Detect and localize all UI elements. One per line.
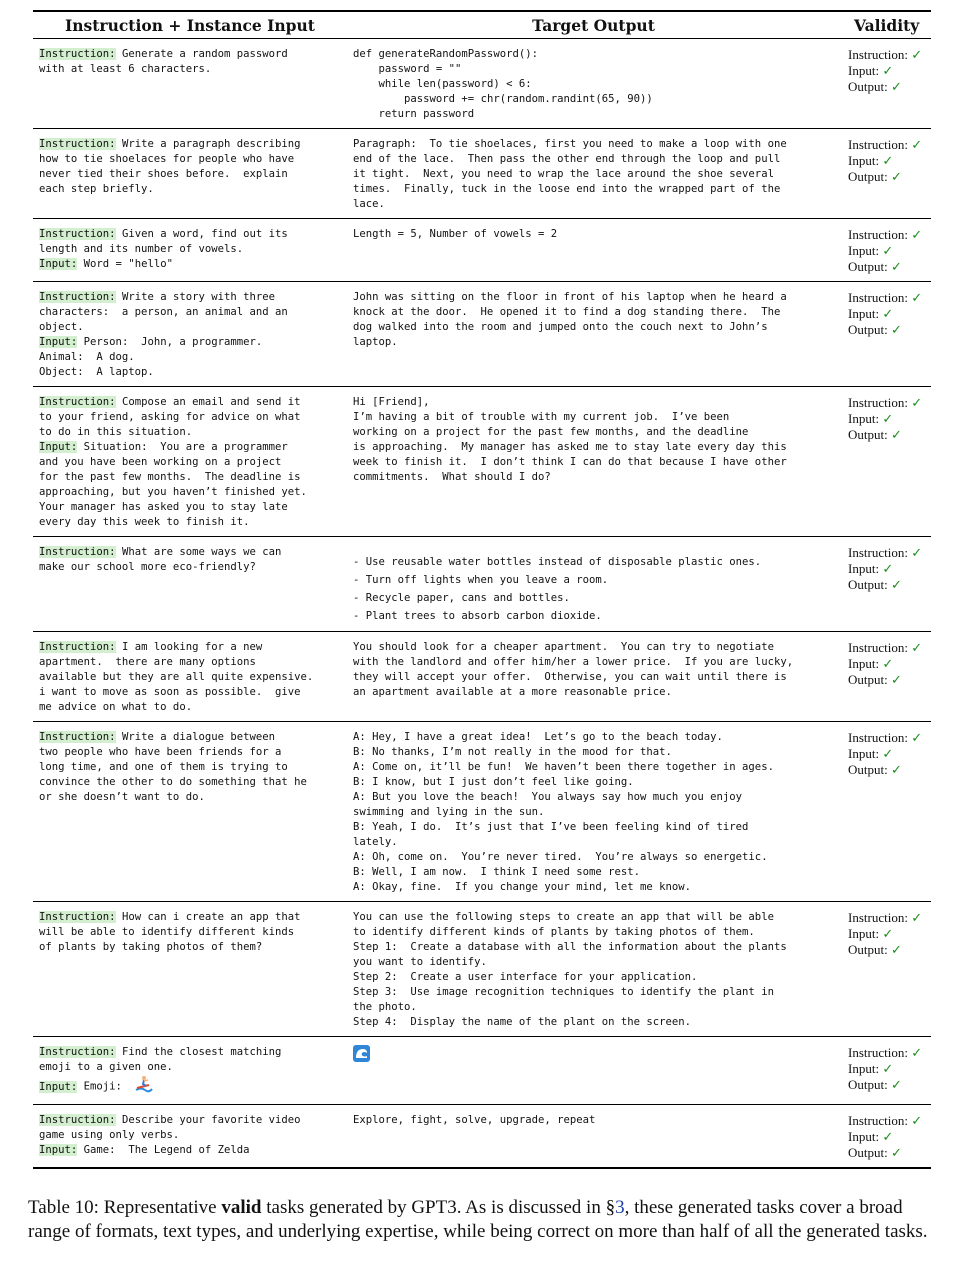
validity-input — [848, 411, 925, 427]
output-cell — [347, 902, 840, 1037]
output-cell — [347, 537, 840, 632]
instruction-cell — [33, 219, 347, 282]
output-cell — [347, 632, 840, 722]
caption-text-2: tasks generated by GPT3. As is discussed in § — [261, 1197, 616, 1218]
validity-instruction — [848, 1045, 925, 1061]
validity-input — [848, 561, 925, 577]
validity-cell — [840, 387, 931, 537]
instruction-cell — [33, 632, 347, 722]
caption-bold: valid — [221, 1197, 262, 1218]
validity-output-label: Output: — [848, 427, 888, 442]
validity-output — [848, 169, 925, 185]
check-icon: ✓ — [882, 747, 894, 762]
check-icon: ✓ — [890, 763, 902, 778]
output-bullet-item: - Recycle paper, cans and bottles. — [353, 592, 570, 604]
table-row — [33, 722, 931, 902]
table-row — [33, 537, 931, 632]
table-row — [33, 632, 931, 722]
output-bullet-list — [353, 545, 834, 625]
table-row — [33, 1105, 931, 1169]
instruction-text: Write a story with three characters: a person, an animal and an object. — [39, 291, 288, 333]
check-icon: ✓ — [890, 578, 902, 593]
validity-instruction-label: Instruction: — [848, 910, 908, 925]
validity-output — [848, 322, 925, 338]
validity-output-label: Output: — [848, 762, 888, 777]
wave-emoji-icon — [353, 1045, 370, 1067]
output-text: You can use the following steps to create an app that will be able to identify different kinds of plants by taking photos of them. Step 1: Create a database with all the information about the plants you want to identify. Step 2: Create a user interface for your application. Step 3: Use image recognition techniques to identify the plant in the photo. Step 4: Display the name of the plant on the screen. — [353, 911, 787, 1028]
validity-instruction — [848, 47, 925, 63]
instruction-tag: Instruction: — [39, 396, 116, 408]
output-cell — [347, 1037, 840, 1105]
validity-instruction-label: Instruction: — [848, 47, 908, 62]
check-icon: ✓ — [882, 244, 894, 259]
validity-cell — [840, 39, 931, 129]
table-row — [33, 129, 931, 219]
instruction-text: I am looking for a new apartment. there are many options available but they are all quite expensive. i want to move as soon as possible. give me advice on what to do. — [39, 641, 314, 713]
validity-cell — [840, 282, 931, 387]
validity-input-label: Input: — [848, 1129, 880, 1144]
instruction-text: What are some ways we can make our school more eco-friendly? — [39, 546, 282, 573]
check-icon: ✓ — [882, 64, 894, 79]
validity-instruction — [848, 227, 925, 243]
validity-cell — [840, 902, 931, 1037]
validity-cell — [840, 129, 931, 219]
input-text: Word = "hello" — [83, 258, 173, 270]
validity-output — [848, 672, 925, 688]
validity-output — [848, 1077, 925, 1093]
validity-output — [848, 259, 925, 275]
output-text: Paragraph: To tie shoelaces, first you need to make a loop with one end of the lace. Then pass the other end through the loop and pull it tight. Next, you need to wrap the lace around the shoe several times. Finally, tuck in the loose end into the wrapped part of the lace. — [353, 138, 787, 210]
table-row — [33, 39, 931, 129]
instruction-text: Write a paragraph describing how to tie shoelaces for people who have never tied their shoes before. explain each step briefly. — [39, 138, 301, 195]
input-tag: Input: — [39, 1080, 78, 1093]
check-icon: ✓ — [882, 927, 894, 942]
output-bullet-item: - Turn off lights when you leave a room. — [353, 574, 609, 586]
input-tag: Input: — [39, 1144, 78, 1156]
check-icon: ✓ — [911, 138, 923, 153]
check-icon: ✓ — [890, 673, 902, 688]
validity-input-label: Input: — [848, 411, 880, 426]
validity-output — [848, 427, 925, 443]
check-icon: ✓ — [911, 396, 923, 411]
header-target-output: Target Output — [347, 11, 840, 39]
table-row — [33, 387, 931, 537]
input-text: Person: John, a programmer. Animal: A dog. Object: A laptop. — [39, 336, 263, 378]
instruction-text: Write a dialogue between two people who have been friends for a long time, and one of them is trying to convince the other to do something that he or she doesn’t want to do. — [39, 731, 307, 803]
output-cell — [347, 282, 840, 387]
validity-input-label: Input: — [848, 561, 880, 576]
table-container — [33, 10, 931, 1169]
check-icon: ✓ — [882, 412, 894, 427]
check-icon: ✓ — [911, 291, 923, 306]
validity-instruction — [848, 137, 925, 153]
check-icon: ✓ — [890, 170, 902, 185]
input-tag: Input: — [39, 258, 78, 270]
validity-input — [848, 656, 925, 672]
validity-input-label: Input: — [848, 746, 880, 761]
validity-cell — [840, 1037, 931, 1105]
instruction-text: Describe your favorite video game using only verbs. — [39, 1114, 301, 1141]
check-icon: ✓ — [882, 657, 894, 672]
check-icon: ✓ — [911, 228, 923, 243]
validity-cell — [840, 537, 931, 632]
check-icon: ✓ — [882, 154, 894, 169]
table-row — [33, 219, 931, 282]
validity-instruction — [848, 730, 925, 746]
input-text: Situation: You are a programmer and you have been working on a project for the past few months. The deadline is approaching, but you haven’t finished yet. Your manager has asked you to stay late every day this week to finish it. — [39, 441, 307, 528]
instruction-cell — [33, 1037, 347, 1105]
check-icon: ✓ — [890, 428, 902, 443]
check-icon: ✓ — [882, 562, 894, 577]
validity-input — [848, 1129, 925, 1145]
validity-instruction — [848, 640, 925, 656]
output-text: Explore, fight, solve, upgrade, repeat — [353, 1114, 596, 1126]
validity-input-label: Input: — [848, 153, 880, 168]
check-icon: ✓ — [911, 1046, 923, 1061]
instruction-text: Compose an email and send it to your friend, asking for advice on what to do in this situation. — [39, 396, 301, 438]
output-text: A: Hey, I have a great idea! Let’s go to the beach today. B: No thanks, I’m not really in the mood for that. A: Come on, it’ll be fun! We haven’t been there together in ages. B: I know, but I just don’t feel like going. A: But you love the beach! You always say how much you enjoy swimming and lying in the sun. B: Yeah, I do. It’s just that I’ve been feeling kind of tired lately. A: Oh, come on. You’re never tired. You’re always so energetic. B: Well, I am now. I think I need some rest. A: Okay, fine. If you change your mind, let me know. — [353, 731, 774, 893]
instruction-tag: Instruction: — [39, 138, 116, 150]
output-cell — [347, 39, 840, 129]
caption-text-1: Representative — [98, 1197, 222, 1218]
output-cell — [347, 129, 840, 219]
input-tag: Input: — [39, 336, 78, 348]
validity-cell — [840, 722, 931, 902]
validity-input-label: Input: — [848, 1061, 880, 1076]
check-icon: ✓ — [890, 943, 902, 958]
output-cell — [347, 387, 840, 537]
validity-instruction-label: Instruction: — [848, 290, 908, 305]
validity-instruction-label: Instruction: — [848, 545, 908, 560]
instruction-tag: Instruction: — [39, 228, 116, 240]
validity-instruction-label: Instruction: — [848, 137, 908, 152]
check-icon: ✓ — [890, 1078, 902, 1093]
validity-cell — [840, 219, 931, 282]
instruction-cell — [33, 387, 347, 537]
validity-input — [848, 1061, 925, 1077]
instruction-cell — [33, 282, 347, 387]
validity-instruction-label: Instruction: — [848, 640, 908, 655]
caption-section-link[interactable]: 3 — [615, 1197, 625, 1218]
validity-output-label: Output: — [848, 577, 888, 592]
validity-output-label: Output: — [848, 322, 888, 337]
output-text: John was sitting on the floor in front of his laptop when he heard a knock at the door. He opened it to find a dog standing there. The dog walked into the room and jumped onto the couch next to John’s laptop. — [353, 291, 787, 348]
validity-input — [848, 153, 925, 169]
table-row — [33, 282, 931, 387]
check-icon: ✓ — [890, 323, 902, 338]
caption-label: Table 10: — [28, 1197, 99, 1218]
instruction-tag: Instruction: — [39, 291, 116, 303]
table-caption — [28, 1196, 938, 1244]
validity-instruction-label: Instruction: — [848, 1113, 908, 1128]
instruction-text: How can i create an app that will be able to identify different kinds of plants by taking photos of them? — [39, 911, 301, 953]
check-icon: ✓ — [890, 80, 902, 95]
output-bullet-item: - Plant trees to absorb carbon dioxide. — [353, 610, 602, 622]
output-text: def generateRandomPassword(): password = "" while len(password) < 6: password += chr(random.randint(65, 90)) return password — [353, 48, 653, 120]
tasks-table — [33, 10, 931, 1169]
instruction-cell — [33, 722, 347, 902]
instruction-text: Find the closest matching emoji to a given one. — [39, 1046, 282, 1073]
input-tag: Input: — [39, 441, 78, 453]
validity-instruction — [848, 545, 925, 561]
validity-input — [848, 746, 925, 762]
validity-input-label: Input: — [848, 243, 880, 258]
validity-instruction-label: Instruction: — [848, 227, 908, 242]
input-text: Emoji: — [83, 1080, 122, 1093]
output-text: Length = 5, Number of vowels = 2 — [353, 228, 558, 240]
output-cell — [347, 219, 840, 282]
check-icon: ✓ — [911, 641, 923, 656]
instruction-tag: Instruction: — [39, 546, 116, 558]
instruction-tag: Instruction: — [39, 641, 116, 653]
table-row — [33, 1037, 931, 1105]
validity-output — [848, 1145, 925, 1161]
header-validity: Validity — [840, 11, 931, 39]
check-icon: ✓ — [911, 1114, 923, 1129]
validity-cell — [840, 1105, 931, 1169]
header-instruction-input: Instruction + Instance Input — [33, 11, 347, 39]
surfer-emoji-icon — [135, 1075, 153, 1098]
table-header-row — [33, 11, 931, 39]
table-body — [33, 39, 931, 1169]
caption-text-3: , these generated tasks cover a broad range of formats, text types, and underlying expertise, while being correct on more than half of all the generated tasks. — [28, 1197, 928, 1242]
validity-input-label: Input: — [848, 926, 880, 941]
check-icon: ✓ — [911, 546, 923, 561]
instruction-tag: Instruction: — [39, 911, 116, 923]
validity-output — [848, 577, 925, 593]
validity-cell — [840, 632, 931, 722]
validity-output-label: Output: — [848, 1145, 888, 1160]
check-icon: ✓ — [890, 260, 902, 275]
validity-output-label: Output: — [848, 1077, 888, 1092]
validity-output — [848, 762, 925, 778]
validity-input-label: Input: — [848, 656, 880, 671]
validity-input — [848, 63, 925, 79]
check-icon: ✓ — [911, 731, 923, 746]
validity-input-label: Input: — [848, 306, 880, 321]
validity-output-label: Output: — [848, 169, 888, 184]
validity-output — [848, 942, 925, 958]
check-icon: ✓ — [911, 911, 923, 926]
validity-instruction — [848, 290, 925, 306]
validity-instruction — [848, 910, 925, 926]
instruction-cell — [33, 39, 347, 129]
check-icon: ✓ — [882, 1062, 894, 1077]
output-bullet-item: - Use reusable water bottles instead of disposable plastic ones. — [353, 556, 762, 568]
input-text: Game: The Legend of Zelda — [83, 1144, 250, 1156]
output-cell — [347, 722, 840, 902]
validity-input — [848, 243, 925, 259]
output-text: Hi [Friend], I’m having a bit of trouble with my current job. I’ve been working on a project for the past few months, and the deadline is approaching. My manager has asked me to stay late every day this week to finish it. I don’t think I can do that because I have other commitments. What should I do? — [353, 396, 787, 483]
validity-instruction — [848, 395, 925, 411]
table-row — [33, 902, 931, 1037]
validity-output-label: Output: — [848, 79, 888, 94]
validity-input-label: Input: — [848, 63, 880, 78]
validity-input — [848, 926, 925, 942]
instruction-tag: Instruction: — [39, 48, 116, 60]
check-icon: ✓ — [882, 1130, 894, 1145]
validity-output-label: Output: — [848, 672, 888, 687]
validity-output — [848, 79, 925, 95]
instruction-tag: Instruction: — [39, 1046, 116, 1058]
instruction-cell — [33, 1105, 347, 1169]
validity-instruction — [848, 1113, 925, 1129]
validity-instruction-label: Instruction: — [848, 1045, 908, 1060]
instruction-cell — [33, 902, 347, 1037]
check-icon: ✓ — [911, 48, 923, 63]
instruction-cell — [33, 129, 347, 219]
validity-instruction-label: Instruction: — [848, 395, 908, 410]
instruction-cell — [33, 537, 347, 632]
check-icon: ✓ — [890, 1146, 902, 1161]
instruction-tag: Instruction: — [39, 731, 116, 743]
output-text: You should look for a cheaper apartment. You can try to negotiate with the landlord and offer him/her a lower price. If you are lucky, they will accept your offer. Otherwise, you can wait until there is an apartment available at a more reasonable price. — [353, 641, 794, 698]
output-cell — [347, 1105, 840, 1169]
validity-output-label: Output: — [848, 259, 888, 274]
instruction-text: Given a word, find out its length and its number of vowels. — [39, 228, 288, 255]
validity-instruction-label: Instruction: — [848, 730, 908, 745]
validity-input — [848, 306, 925, 322]
validity-output-label: Output: — [848, 942, 888, 957]
instruction-tag: Instruction: — [39, 1114, 116, 1126]
instruction-text: Generate a random password with at least 6 characters. — [39, 48, 288, 75]
check-icon: ✓ — [882, 307, 894, 322]
